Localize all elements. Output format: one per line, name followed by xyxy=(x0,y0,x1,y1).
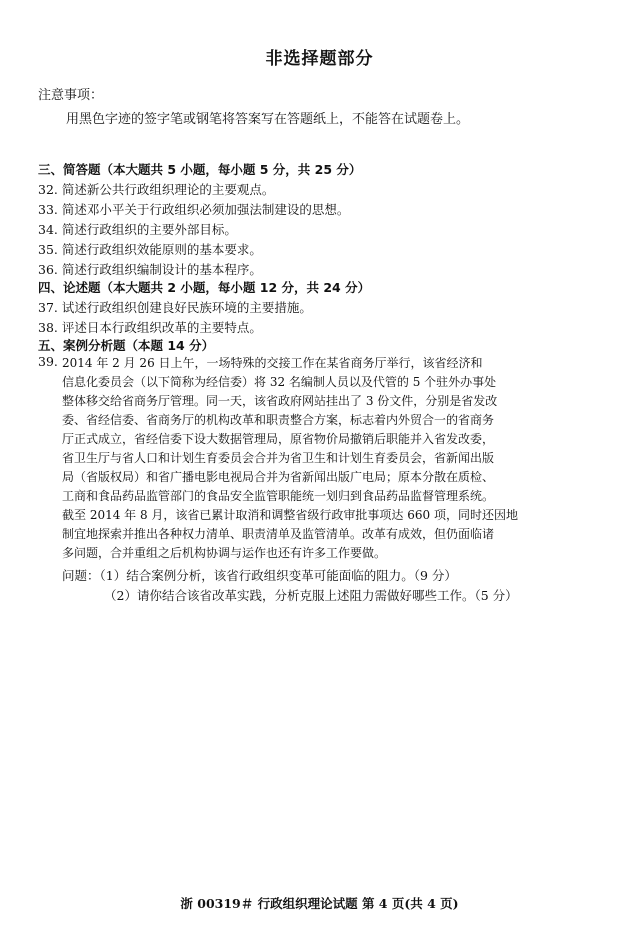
section-short-answer: 三、简答题（本大题共 5 小题，每小题 5 分，共 25 分） xyxy=(38,162,362,177)
question-34: 34. 简述行政组织的主要外部目标。 xyxy=(38,222,237,237)
question-37: 37. 试述行政组织创建良好民族环境的主要措施。 xyxy=(38,300,312,315)
case-line: 局（省版权局）和省广播电影电视局合并为省新闻出版广电局；原本分散在质检、 xyxy=(62,470,495,484)
case-line: 截至 2014 年 8 月，该省已累计取消和调整省级行政审批事项达 660 项，同时还因地 xyxy=(62,508,518,522)
case-line: 工商和食品药品监管部门的食品安全监管职能统一划归到食品药品监督管理系统。 xyxy=(62,489,495,503)
question-38: 38. 评述日本行政组织改革的主要特点。 xyxy=(38,320,262,335)
page-title: 非选择题部分 xyxy=(265,49,374,69)
case-line: 整体移交给省商务厅管理。同一天，该省政府网站挂出了 3 份文件，分别是省发改 xyxy=(62,394,498,408)
case-line: 2014 年 2 月 26 日上午，一场特殊的交接工作在某省商务厅举行，该省经济和 xyxy=(62,356,483,370)
section-essay: 四、论述题（本大题共 2 小题，每小题 12 分，共 24 分） xyxy=(38,280,371,295)
page-footer: 浙 00319＃ 行政组织理论试题 第 4 页(共 4 页) xyxy=(180,896,459,911)
case-line: 制宜地探索并推出各种权力清单、职责清单及监管清单。改革有成效，但仍面临诸 xyxy=(62,527,495,541)
notice-text: 用黑色字迹的签字笔或钢笔将答案写在答题纸上，不能答在试题卷上。 xyxy=(66,112,470,127)
case-line: 信息化委员会（以下简称为经信委）将 32 名编制人员以及代管的 5 个驻外办事处 xyxy=(62,375,497,389)
question-32: 32. 简述新公共行政组织理论的主要观点。 xyxy=(38,182,275,197)
case-question-2: （2）请你结合该省改革实践，分析克服上述阻力需做好哪些工作。（5 分） xyxy=(104,588,518,603)
question-36: 36. 简述行政组织编制设计的基本程序。 xyxy=(38,262,262,277)
question-33: 33. 简述邓小平关于行政组织必须加强法制建设的思想。 xyxy=(38,202,350,217)
case-line: 多问题，合并重组之后机构协调与运作也还有许多工作要做。 xyxy=(62,546,387,560)
question-35: 35. 简述行政组织效能原则的基本要求。 xyxy=(38,242,262,257)
question-39-number: 39. xyxy=(38,354,58,369)
case-line: 省卫生厅与省人口和计划生育委员会合并为省卫生和计划生育委员会，省新闻出版 xyxy=(62,451,495,465)
case-question-1: 问题：（1）结合案例分析，该省行政组织变革可能面临的阻力。（9 分） xyxy=(62,568,457,583)
case-line: 厅正式成立，省经信委下设大数据管理局，原省物价局撤销后职能并入省发改委， xyxy=(62,432,495,446)
notice-label: 注意事项： xyxy=(38,88,104,103)
section-case-analysis: 五、案例分析题（本题 14 分） xyxy=(38,338,215,353)
case-line: 委、省经信委、省商务厅的机构改革和职责整合方案，标志着内外贸合一的省商务 xyxy=(62,413,495,427)
